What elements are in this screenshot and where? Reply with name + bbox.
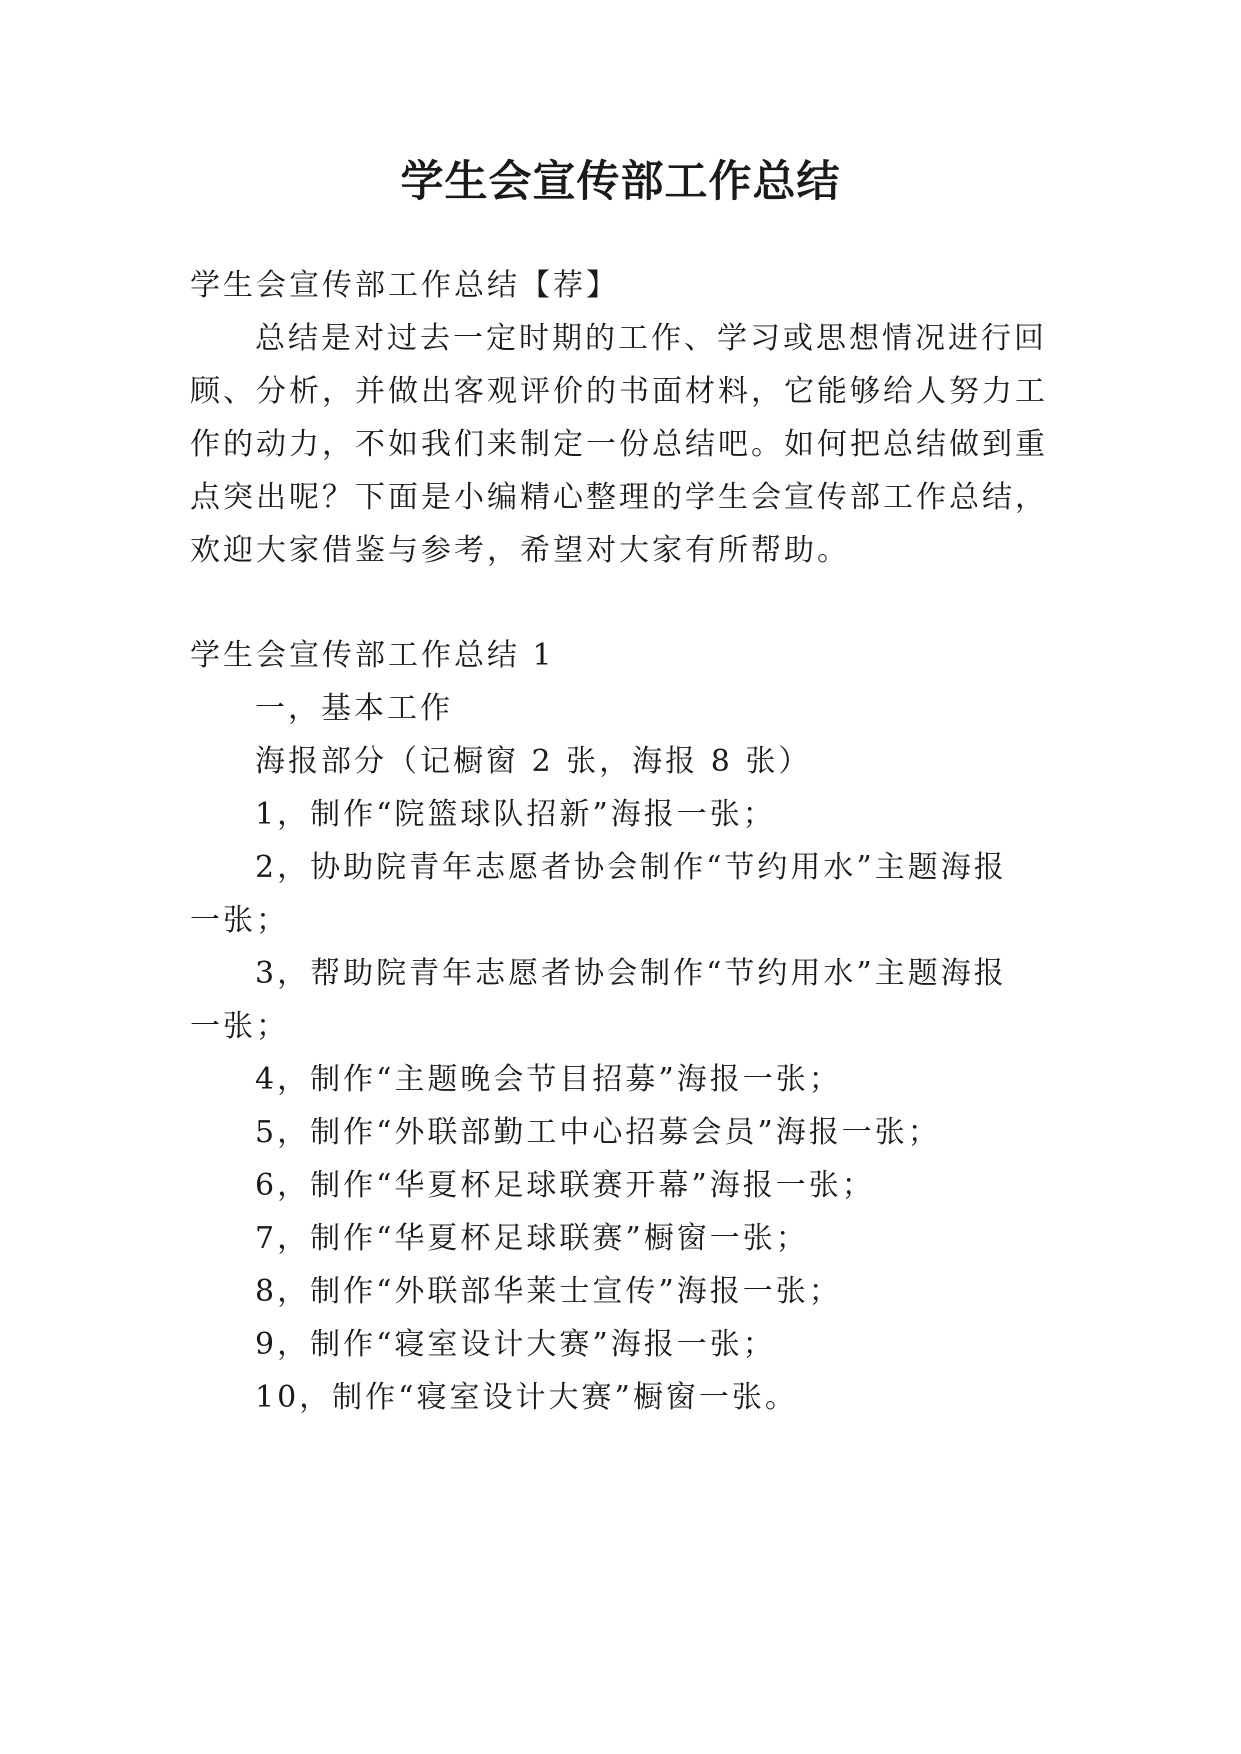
document-subtitle: 学生会宣传部工作总结【荐】 — [190, 268, 619, 303]
list-item: 2，协助院青年志愿者协会制作“节约用水”主题海报 — [255, 850, 1007, 885]
list-item-continuation: 一张； — [190, 903, 289, 938]
intro-line-4: 点突出呢？下面是小编精心整理的学生会宣传部工作总结， — [190, 480, 1048, 515]
list-item-continuation: 一张； — [190, 1009, 289, 1044]
list-item: 5，制作“外联部勤工中心招募会员”海报一张； — [255, 1115, 941, 1150]
list-item: 9，制作“寝室设计大赛”海报一张； — [255, 1327, 776, 1362]
list-item: 8，制作“外联部华莱士宣传”海报一张； — [255, 1274, 842, 1309]
section-heading: 学生会宣传部工作总结 1 — [190, 638, 555, 673]
list-item: 4，制作“主题晚会节目招募”海报一张； — [255, 1062, 842, 1097]
list-item: 10，制作“寝室设计大赛”橱窗一张。 — [255, 1380, 798, 1415]
intro-line-1: 总结是对过去一定时期的工作、学习或思想情况进行回 — [255, 321, 1047, 356]
list-item: 3，帮助院青年志愿者协会制作“节约用水”主题海报 — [255, 956, 1007, 991]
subheading-basic-work: 一，基本工作 — [255, 691, 453, 726]
intro-line-2: 顾、分析，并做出客观评价的书面材料，它能够给人努力工 — [190, 374, 1048, 409]
list-item: 7，制作“华夏杯足球联赛”橱窗一张； — [255, 1221, 809, 1256]
document-title: 学生会宣传部工作总结 — [400, 157, 841, 207]
poster-section-heading: 海报部分（记橱窗 2 张，海报 8 张） — [255, 744, 812, 779]
list-item: 6，制作“华夏杯足球联赛开幕”海报一张； — [255, 1168, 875, 1203]
intro-line-5: 欢迎大家借鉴与参考，希望对大家有所帮助。 — [190, 533, 850, 568]
intro-line-3: 作的动力，不如我们来制定一份总结吧。如何把总结做到重 — [190, 427, 1048, 462]
list-item: 1，制作“院篮球队招新”海报一张； — [255, 797, 776, 832]
